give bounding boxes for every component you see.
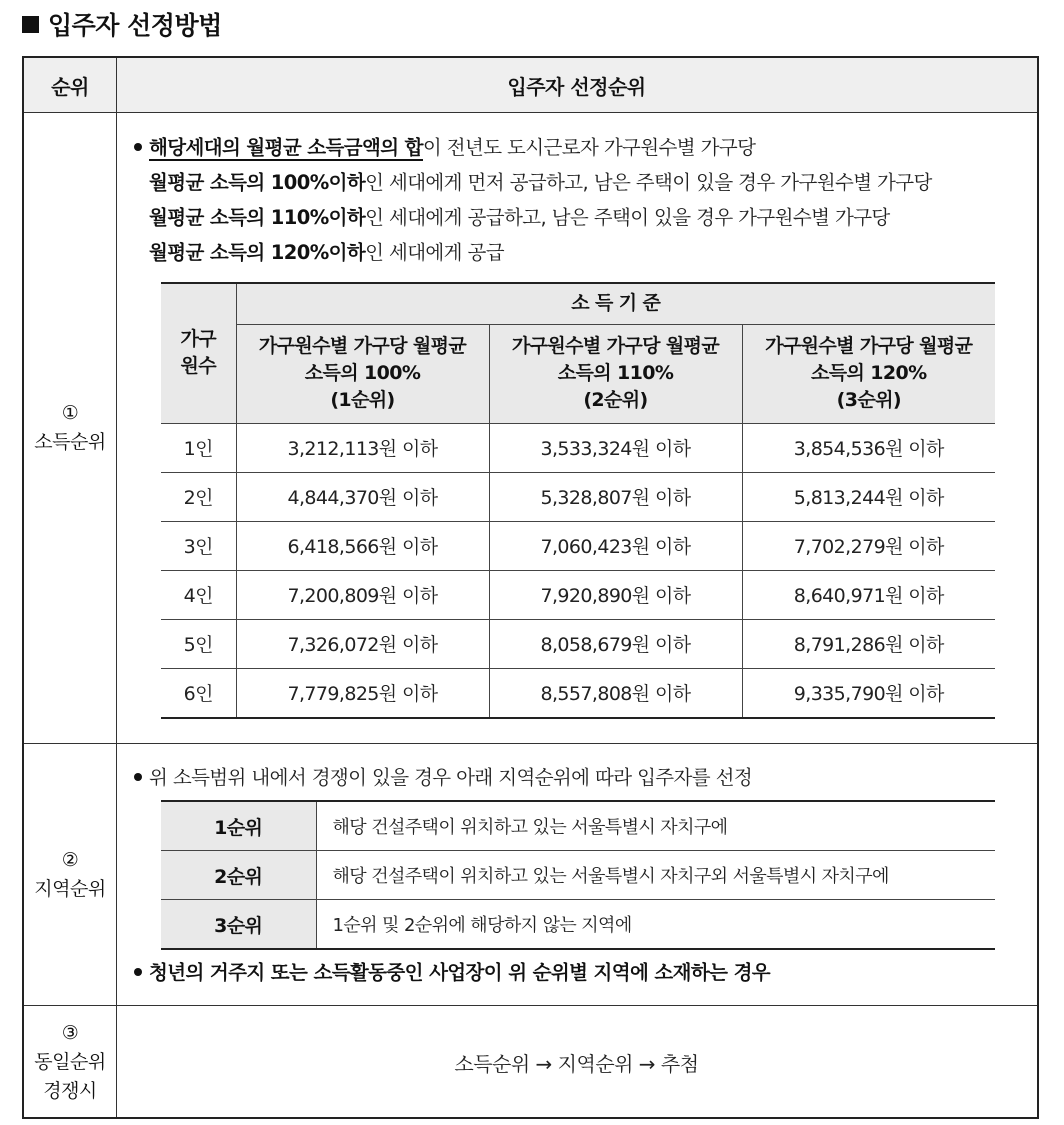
rank1-name: 소득순위 — [34, 431, 106, 453]
table-row — [161, 521, 995, 570]
rank3-label — [24, 1006, 116, 1119]
table-row — [161, 472, 995, 521]
intro-bold-3: 월평균 소득의 110%이하 — [149, 206, 366, 229]
header-rank: 순위 — [24, 58, 116, 112]
region-rank: 2순위 — [161, 851, 316, 900]
bullet-icon — [134, 143, 142, 151]
rank2-label — [24, 744, 116, 1005]
rank3-name-line2: 경쟁시 — [43, 1080, 97, 1102]
income-value: 8,791,286원 이하 — [742, 619, 995, 668]
income-value: 8,058,679원 이하 — [489, 619, 742, 668]
col-header-line: 소득의 110% — [557, 362, 674, 384]
income-value: 4,844,370원 이하 — [236, 472, 489, 521]
table-row — [161, 668, 995, 718]
table-row — [161, 851, 995, 900]
intro-bold-2: 월평균 소득의 100%이하 — [149, 171, 366, 194]
rank2-intro — [134, 760, 752, 795]
income-criteria-table — [161, 282, 995, 719]
household-size-header — [161, 283, 236, 423]
intro-text-2: 인 세대에게 먼저 공급하고, 남은 주택이 있을 경우 가구원수별 가구당 — [365, 171, 932, 194]
col-header-line: 소득의 100% — [304, 362, 421, 384]
household-size: 6인 — [161, 668, 236, 718]
income-value: 7,326,072원 이하 — [236, 619, 489, 668]
income-value: 7,060,423원 이하 — [489, 521, 742, 570]
bullet-icon — [134, 968, 142, 976]
rank2-symbol: ② — [61, 848, 79, 871]
region-rank: 1순위 — [161, 801, 316, 851]
household-size: 4인 — [161, 570, 236, 619]
income-value: 7,200,809원 이하 — [236, 570, 489, 619]
table-row — [161, 619, 995, 668]
row-divider — [24, 743, 1037, 744]
intro-bold-1: 해당세대의 월평균 소득금액의 합 — [149, 136, 423, 159]
col-header-line: 소득의 120% — [810, 362, 927, 384]
col-header-line: (1순위) — [330, 389, 395, 411]
col-header-line: 가구원수별 가구당 월평균 — [765, 335, 973, 357]
header-selection-order: 입주자 선정순위 — [116, 58, 1037, 112]
household-header-line2: 원수 — [180, 355, 216, 378]
income-column-header — [742, 324, 995, 423]
intro-text-1: 이 전년도 도시근로자 가구원수별 가구당 — [422, 136, 756, 159]
square-bullet-icon — [22, 16, 39, 33]
rank2-name: 지역순위 — [34, 877, 106, 900]
table-row — [161, 570, 995, 619]
income-value: 9,335,790원 이하 — [742, 668, 995, 718]
rank2-intro-text: 위 소득범위 내에서 경쟁이 있을 경우 아래 지역순위에 따라 입주자를 선정 — [149, 766, 753, 789]
table-row — [161, 801, 995, 851]
income-value: 8,640,971원 이하 — [742, 570, 995, 619]
rank2-note — [134, 955, 770, 990]
region-rank: 3순위 — [161, 900, 316, 950]
household-size: 1인 — [161, 423, 236, 472]
rank1-intro — [134, 130, 932, 270]
region-desc: 해당 건설주택이 위치하고 있는 서울특별시 자치구외 서울특별시 자치구에 — [316, 851, 995, 900]
rank2-note-text: 청년의 거주지 또는 소득활동중인 사업장이 위 순위별 지역에 소재하는 경우 — [149, 961, 771, 984]
household-size: 2인 — [161, 472, 236, 521]
income-value: 3,212,113원 이하 — [236, 423, 489, 472]
intro-bold-4: 월평균 소득의 120%이하 — [149, 241, 366, 264]
rank1-label — [24, 113, 116, 743]
income-value: 3,854,536원 이하 — [742, 423, 995, 472]
income-value: 8,557,808원 이하 — [489, 668, 742, 718]
household-header-line1: 가구 — [180, 328, 216, 351]
region-rank-table — [161, 800, 995, 950]
income-column-header — [236, 324, 489, 423]
income-value: 7,702,279원 이하 — [742, 521, 995, 570]
row-divider — [24, 112, 1037, 113]
household-size: 5인 — [161, 619, 236, 668]
household-size: 3인 — [161, 521, 236, 570]
col-header-line: 가구원수별 가구당 월평균 — [258, 335, 467, 357]
intro-text-4: 인 세대에게 공급 — [365, 241, 504, 264]
table-row — [161, 900, 995, 950]
col-header-line: (3순위) — [836, 389, 901, 411]
income-value: 5,813,244원 이하 — [742, 472, 995, 521]
income-value: 3,533,324원 이하 — [489, 423, 742, 472]
col-header-line: (2순위) — [583, 389, 648, 411]
income-value: 7,920,890원 이하 — [489, 570, 742, 619]
section-title — [22, 4, 222, 44]
bullet-icon — [134, 773, 142, 781]
income-group-header: 소 득 기 준 — [236, 283, 995, 324]
rank3-name-line1: 동일순위 — [34, 1051, 106, 1073]
col-header-line: 가구원수별 가구당 월평균 — [511, 335, 720, 357]
intro-text-3: 인 세대에게 공급하고, 남은 주택이 있을 경우 가구원수별 가구당 — [365, 206, 890, 229]
income-value: 7,779,825원 이하 — [236, 668, 489, 718]
region-desc: 1순위 및 2순위에 해당하지 않는 지역에 — [316, 900, 995, 950]
section-title-text: 입주자 선정방법 — [48, 11, 222, 40]
income-value: 6,418,566원 이하 — [236, 521, 489, 570]
selection-table — [22, 56, 1039, 1119]
income-column-header — [489, 324, 742, 423]
income-value: 5,328,807원 이하 — [489, 472, 742, 521]
rank3-symbol: ③ — [61, 1022, 79, 1044]
table-row — [161, 423, 995, 472]
rank1-symbol: ① — [61, 402, 79, 424]
region-desc: 해당 건설주택이 위치하고 있는 서울특별시 자치구에 — [316, 801, 995, 851]
tie-break-flow: 소득순위 → 지역순위 → 추첨 — [454, 1052, 699, 1076]
column-divider — [116, 58, 117, 1117]
